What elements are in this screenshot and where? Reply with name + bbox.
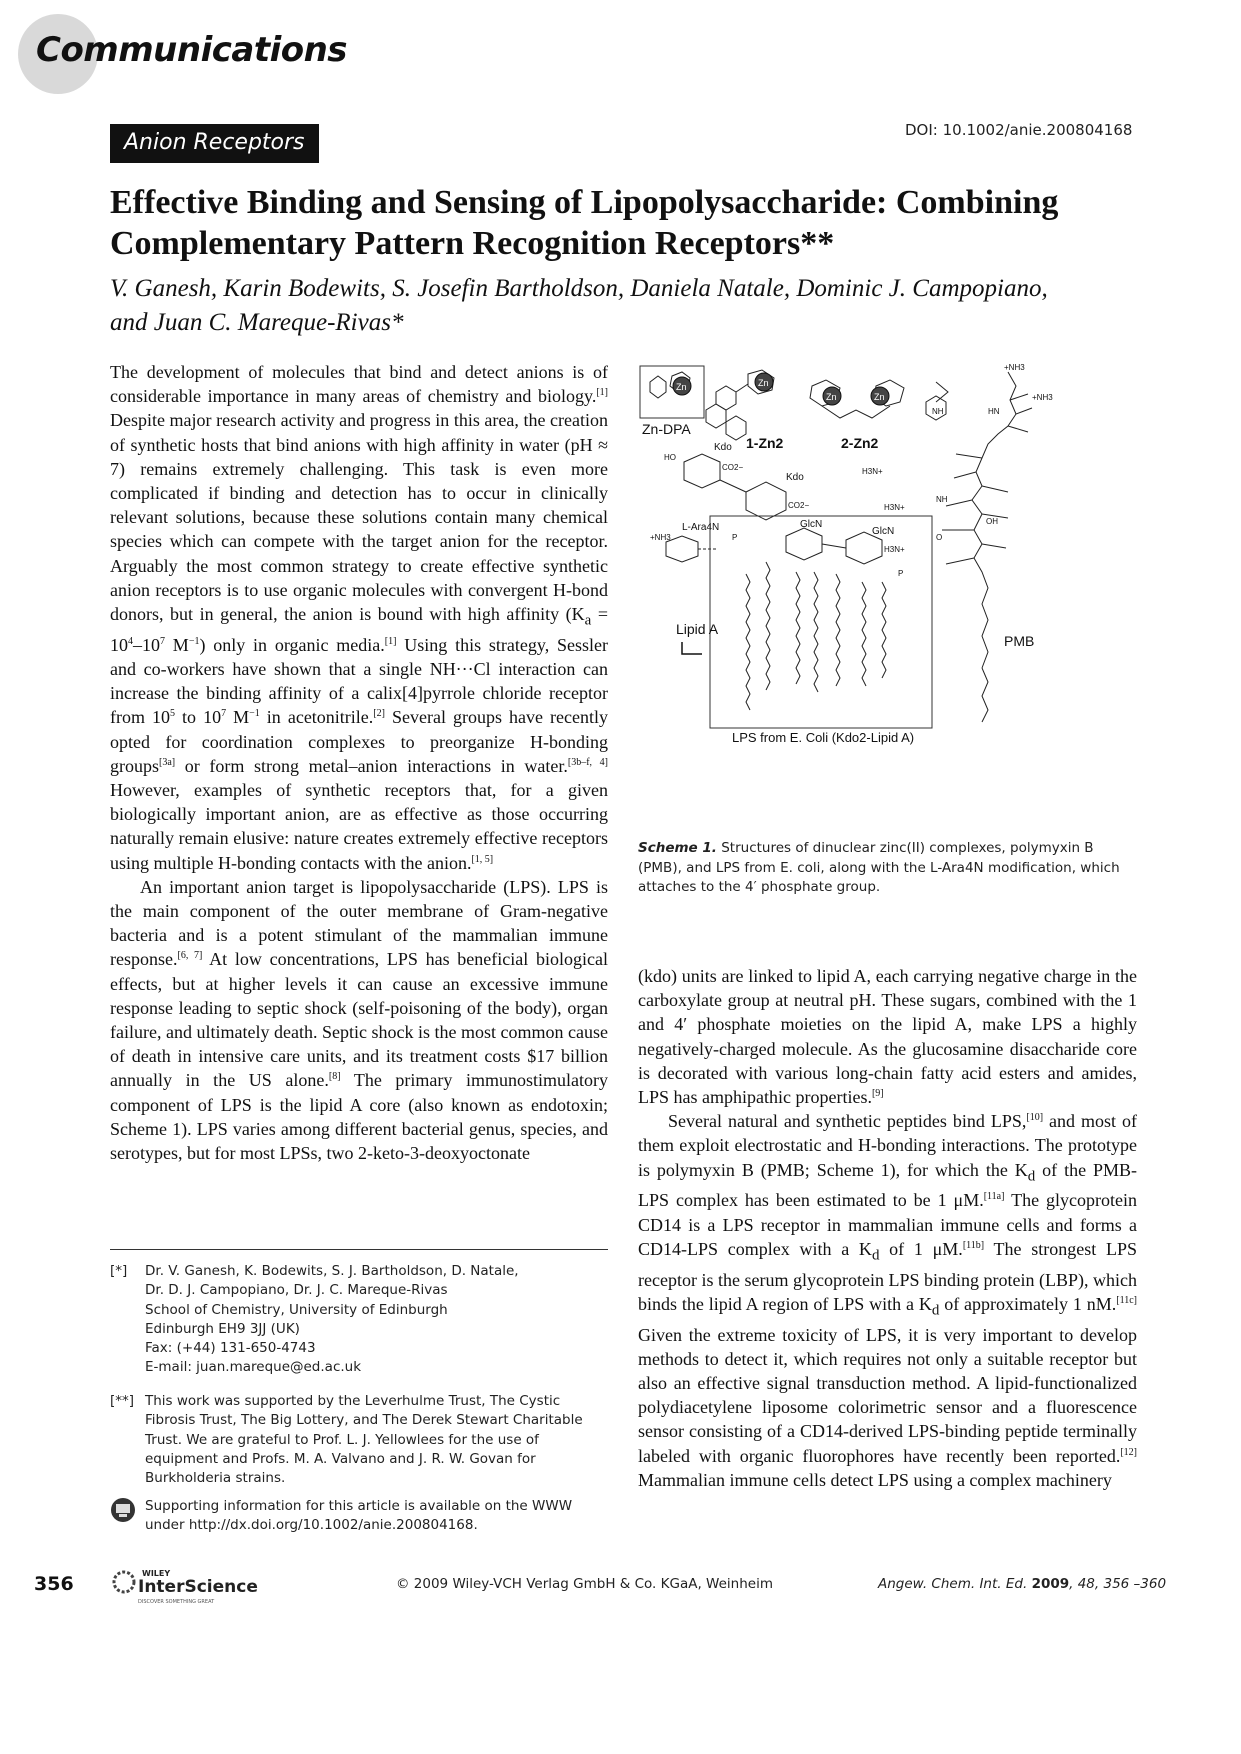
pmb-side-chains: [942, 394, 1032, 564]
body-column-left: [110, 360, 608, 1165]
copyright: © 2009 Wiley-VCH Verlag GmbH & Co. KGaA, Weinheim: [396, 1576, 773, 1592]
logo-top-text: WILEY: [142, 1569, 171, 1578]
footnote-text[interactable]: Supporting information for this article is available on the WWW under http://dx.doi.org/10.1002/anie.200804168.: [145, 1498, 573, 1534]
kdo-label: Kdo: [714, 442, 732, 453]
atom-label: H3N+: [862, 467, 883, 476]
body-column-right: [638, 964, 1137, 1492]
journal-name: Angew. Chem. Int. Ed.: [878, 1576, 1028, 1592]
scheme-1-figure: [636, 362, 1136, 830]
compound-2-label: 2-Zn2: [841, 435, 879, 451]
category-tag: Anion Receptors: [110, 124, 319, 163]
footnote-supporting-info: [110, 1497, 608, 1536]
fatty-acid-chain: [836, 574, 840, 686]
anthracene-ring: [726, 416, 746, 440]
atom-label: HO: [664, 453, 676, 462]
footnote-marker: [**]: [110, 1393, 135, 1409]
lipid-a-arrow: [682, 642, 702, 654]
compound-1-label: 1-Zn2: [746, 435, 784, 451]
computer-icon: [110, 1497, 136, 1523]
glcn-label: GlcN: [800, 519, 823, 530]
atom-label: +NH3: [1032, 393, 1053, 402]
pyridine-ring: [650, 376, 666, 398]
paragraph-lps: An important anion target is lipopolysaccharide (LPS). LPS is the main component of the outer membrane of Gram-negative bacteria and is a potent stimulant of the mammalian immune response.[6, 7] At low concentrations, LPS has beneficial biological effects, but at higher levels it can cause an excessive immune response leading to septic shock (self-poisoning of the body), organ failure, and ultimately death. Septic shock is the most common cause of death in intensive care units, and its treatment costs $17 billion annually in the US alone.[8] The primary immunostimulatory component of LPS is the lipid A core (also known as endotoxin; Scheme 1). LPS varies among different bacterial genus, species, and serotypes, but for most LPSs, two 2-keto-3-deoxyoctonate: [110, 876, 608, 1164]
atom-label: CO2−: [788, 501, 810, 510]
author-list: [110, 272, 1160, 340]
zinc-label: Zn: [826, 392, 837, 402]
atom-label: H3N+: [884, 545, 905, 554]
footnote-acknowledgment: [110, 1392, 608, 1488]
pmb-fatty-tail: [982, 668, 988, 722]
lps-label: LPS from E. Coli (Kdo2-Lipid A): [732, 730, 915, 745]
logo-tagline: DISCOVER SOMETHING GREAT: [138, 1599, 215, 1605]
footnote-line: Edinburgh EH9 3JJ (UK): [145, 1320, 300, 1337]
ara4n-ring: [666, 536, 698, 562]
atom-label: P: [732, 533, 738, 542]
zn-dpa-label: Zn-DPA: [642, 421, 691, 437]
anthracene-ring: [716, 386, 736, 410]
atom-label: CO2−: [722, 463, 744, 472]
footnote-email[interactable]: E-mail: juan.mareque@ed.ac.uk: [145, 1359, 362, 1376]
atom-label: +NH3: [650, 533, 671, 542]
footnote-line: Dr. D. J. Campopiano, Dr. J. C. Mareque-Rivas: [145, 1282, 448, 1299]
zinc-label: Zn: [874, 392, 885, 402]
doi[interactable]: DOI: 10.1002/anie.200804168: [905, 121, 1133, 139]
glcn-ring: [786, 528, 822, 560]
article-title: [110, 182, 1140, 264]
fatty-acid-chain: [862, 582, 866, 686]
atom-label: HN: [988, 407, 1000, 416]
section-title: Communications: [36, 30, 348, 70]
atom-label: NH: [932, 407, 944, 416]
title-line-1: Effective Binding and Sensing of Lipopolysaccharide: Combining: [110, 184, 1059, 221]
authors-line-1: V. Ganesh, Karin Bodewits, S. Josefin Bartholdson, Daniela Natale, Dominic J. Campopiano,: [110, 275, 1048, 302]
paragraph-intro: The development of molecules that bind and detect anions is of considerable importance in many areas of chemistry and biology.[1] Despite major research activity and progress in this area, the creation of synthetic hosts that bind anions with high affinity in water (pH ≈ 7) remains extremely challenging. This task is even more complicated if binding and detection has to occur in clinically relevant solutions, because these solutions contain many chemical species which can compete with the target anion for the receptor. Arguably the most common strategy to create effective synthetic anion receptors is to use organic molecules with convergent H-bond donors, but in general, the anion is bound with high affinity ($K_a = 10^4-10^7$ $M^{-1}$) only in organic media.[1] Using this strategy, Sessler and co-workers have shown that a single NH···Cl interaction can increase the binding affinity of a calix[4]pyrrole chloride receptor from $10^5$ to $10^7$ $M^{-1}$ in acetonitrile.[2] Several groups have recently opted for coordination complexes to preorganize H-bonding groups[3a] or form strong metal–anion interactions in water.[3b–f, 4] However, examples of synthetic receptors that, for a given biologically important anion, are as effective as those occurring naturally remain elusive: nature creates extremely effective receptors using multiple H-bonding contacts with the anion.[1, 5]: [110, 362, 609, 873]
journal-volume-pages: , 48, 356 –360: [1069, 1576, 1167, 1592]
scheme-caption-label: Scheme 1.: [638, 840, 717, 856]
scheme-caption: [638, 839, 1138, 898]
fatty-acid-chain: [796, 572, 800, 684]
lipid-a-label: Lipid A: [676, 621, 719, 637]
anthracene-ring: [706, 404, 726, 428]
footnote-text: This work was supported by the Leverhulme Trust, The Cystic Fibrosis Trust, The Big Lottery, and The Derek Stewart Charitable Trust. We are grateful to Prof. L. J. Yellowlees for the use of equipment and Profs. M. A. Valvano and J. R. W. Govan for Burkholderia strains.: [145, 1393, 583, 1487]
atom-label: O: [936, 533, 943, 542]
pmb-leucine: [936, 382, 948, 402]
fatty-acid-chain: [814, 572, 818, 692]
kdo-label: Kdo: [786, 472, 804, 483]
footnote-affiliation: [110, 1262, 608, 1378]
journal-year: 2009: [1031, 1576, 1070, 1592]
title-line-2: Complementary Pattern Recognition Receptors**: [110, 225, 835, 262]
page-number: 356: [34, 1573, 74, 1595]
footnote-line: School of Chemistry, University of Edinburgh: [145, 1301, 448, 1318]
paragraph-kdo: (kdo) units are linked to lipid A, each carrying negative charge in the carboxylate group at neutral pH. These sugars, combined with the 1 and 4′ phosphate moieties on the lipid A, make LPS a highly negatively-charged molecule. As the glucosamine disaccharide core is decorated with various long-chain fatty acid esters and amides, LPS has amphipathic properties.[9]: [638, 966, 1137, 1108]
footnote-line: Dr. V. Ganesh, K. Bodewits, S. J. Bartholdson, D. Natale,: [145, 1263, 519, 1279]
atom-label: +NH3: [1004, 363, 1025, 372]
kdo-ring: [684, 454, 720, 488]
atom-label: OH: [986, 517, 998, 526]
zinc-label: Zn: [676, 382, 687, 392]
atom-label: H3N+: [884, 503, 905, 512]
wiley-interscience-logo: [110, 1566, 290, 1606]
kdo-ring: [746, 482, 786, 520]
footnote-marker: [*]: [110, 1263, 128, 1279]
paragraph-peptides: Several natural and synthetic peptides bind LPS,[10] and most of them exploit electrostatic and H-bonding interactions. The prototype is polymyxin B (PMB; Scheme 1), for which the $K_d$ of the PMB-LPS complex has been estimated to be 1 μM.[11a] The glycoprotein CD14 is a LPS receptor in mammalian immune cells and forms a CD14-LPS complex with a $K_d$ of 1 μM.[11b] The strongest LPS receptor is the serum glycoprotein LPS binding protein (LBP), which binds the lipid A region of LPS with a $K_d$ of approximately 1 nM.[11c] Given the extreme toxicity of LPS, it is very important to develop methods to detect it, which requires not only a suitable receptor but also an effective signal transduction method. A lipid-functionalized polydiacetylene liposome colorimetric sensor and a fluorescence sensor consisting of a CD14-derived LPS-binding peptide terminally labeled with organic fluorophores have recently been reported.[12] Mammalian immune cells detect LPS using a complex machinery: [638, 1111, 1138, 1490]
atom-label: P: [898, 569, 904, 578]
glcn-label: GlcN: [872, 526, 895, 537]
ara4n-label: L-Ara4N: [682, 522, 720, 533]
journal-reference: [878, 1576, 1166, 1592]
atom-label: NH: [936, 495, 948, 504]
zinc-label: Zn: [758, 378, 769, 388]
fatty-acid-chain: [882, 582, 886, 678]
fatty-acid-chain: [746, 574, 750, 710]
footnote-divider: [110, 1249, 608, 1250]
footnote-line: Fax: (+44) 131-650-4743: [145, 1340, 316, 1357]
pmb-label: PMB: [1004, 633, 1035, 649]
authors-line-2: and Juan C. Mareque-Rivas*: [110, 309, 404, 336]
logo-main-text: InterScience: [138, 1577, 258, 1597]
scheme-caption-text: Structures of dinuclear zinc(II) complexes, polymyxin B (PMB), and LPS from E. coli, along with the L-Ara4N modification, which attaches to the 4′ phosphate group.: [638, 840, 1120, 895]
fatty-acid-chain: [766, 562, 770, 690]
